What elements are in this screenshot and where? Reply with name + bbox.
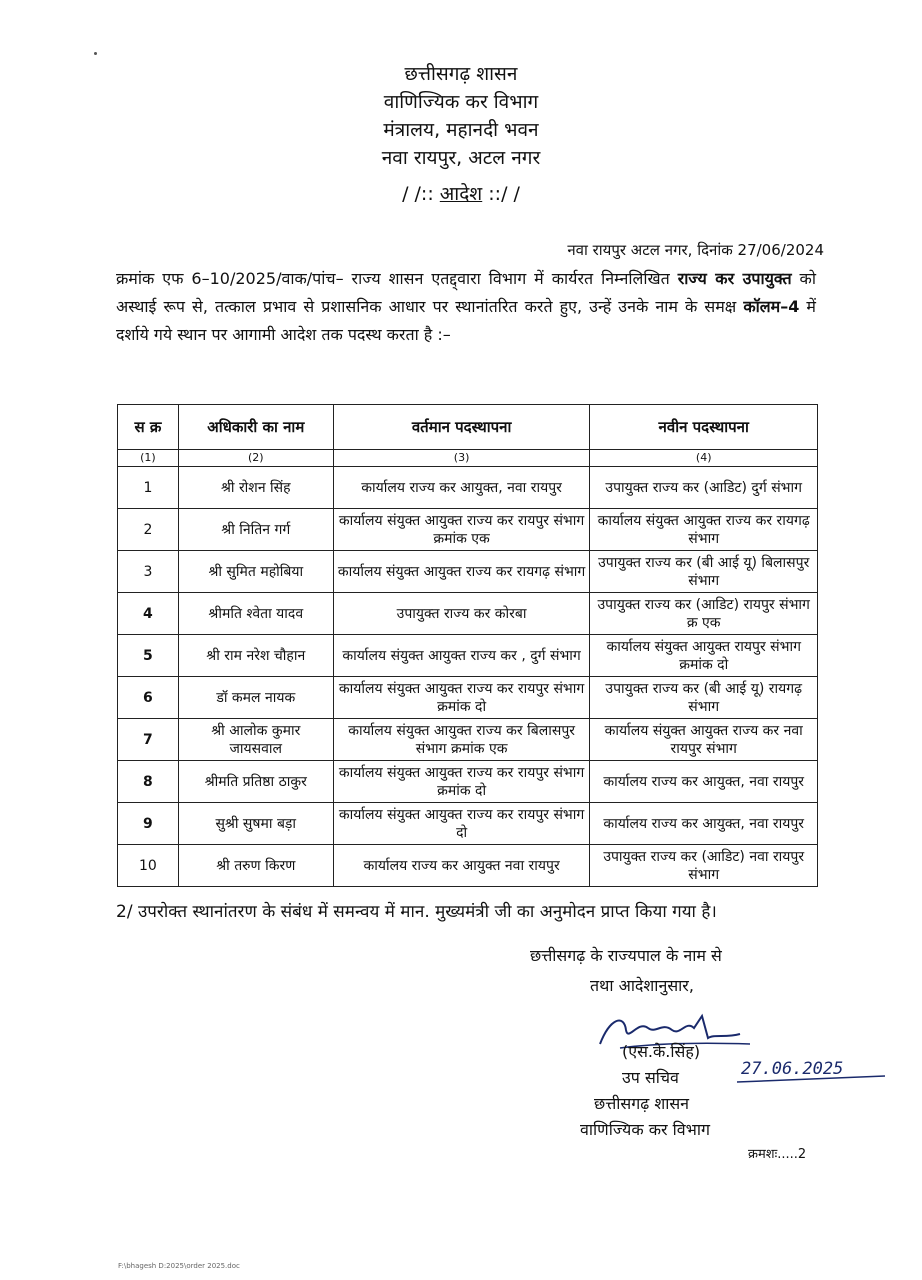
letterhead — [0, 60, 922, 172]
continued-marker: क्रमशः.....2 — [748, 1147, 807, 1162]
cell-new: उपायुक्त राज्य कर (बी आई यू) रायगढ़ संभाग — [590, 677, 818, 719]
cell-sno: 6 — [118, 677, 179, 719]
cell-sno: 9 — [118, 803, 179, 845]
city-name: नवा रायपुर, अटल नगर — [381, 147, 541, 169]
cell-new: कार्यालय संयुक्त आयुक्त राज्य कर रायगढ़ संभाग — [590, 509, 818, 551]
cell-name: डॉ कमल नायक — [178, 677, 333, 719]
header-new: नवीन पदस्थापना — [590, 405, 818, 450]
approval-paragraph: 2/ उपरोक्त स्थानांतरण के संबंध में समन्वय में मान. मुख्यमंत्री जी का अनुमोदन प्राप्त किया गया है। — [116, 902, 717, 922]
table-row — [118, 803, 818, 845]
cell-current: कार्यालय संयुक्त आयुक्त राज्य कर रायगढ़ संभाग — [333, 551, 590, 593]
cell-new: कार्यालय राज्य कर आयुक्त, नवा रायपुर — [590, 803, 818, 845]
cell-current: कार्यालय संयुक्त आयुक्त राज्य कर रायपुर संभाग क्रमांक दो — [333, 761, 590, 803]
table-row — [118, 635, 818, 677]
scan-speck — [94, 52, 97, 55]
cell-sno: 4 — [118, 593, 179, 635]
cell-name: सुश्री सुषमा बड़ा — [178, 803, 333, 845]
cell-name: श्रीमति प्रतिष्ठा ठाकुर — [178, 761, 333, 803]
order-title: / /:: आदेश ::/ / — [402, 183, 520, 205]
header-current: वर्तमान पदस्थापना — [333, 405, 590, 450]
transfer-table — [117, 404, 818, 887]
cell-new: उपायुक्त राज्य कर (आडिट) रायपुर संभाग क्र एक — [590, 593, 818, 635]
table-row — [118, 845, 818, 887]
header-sno: स क्र — [118, 405, 179, 450]
handwritten-date — [735, 1052, 895, 1088]
cell-name: श्रीमति श्वेता यादव — [178, 593, 333, 635]
cell-sno: 7 — [118, 719, 179, 761]
cell-current: उपायुक्त राज्य कर कोरबा — [333, 593, 590, 635]
building-name: मंत्रालय, महानदी भवन — [383, 119, 539, 141]
cell-current: कार्यालय संयुक्त आयुक्त राज्य कर रायपुर संभाग दो — [333, 803, 590, 845]
cell-name: श्री राम नरेश चौहान — [178, 635, 333, 677]
cell-new: कार्यालय राज्य कर आयुक्त, नवा रायपुर — [590, 761, 818, 803]
cell-name: श्री तरुण किरण — [178, 845, 333, 887]
cell-new: उपायुक्त राज्य कर (बी आई यू) बिलासपुर संभाग — [590, 551, 818, 593]
file-path-footer: F:\bhagesh D:2025\order 2025.doc — [118, 1262, 240, 1270]
order-title-word: आदेश — [439, 183, 483, 205]
government-name: छत्तीसगढ़ शासन — [404, 63, 518, 85]
header-name: अधिकारी का नाम — [178, 405, 333, 450]
cell-name: श्री आलोक कुमार जायसवाल — [178, 719, 333, 761]
cell-name: श्री नितिन गर्ग — [178, 509, 333, 551]
table-row — [118, 509, 818, 551]
cell-sno: 5 — [118, 635, 179, 677]
cell-name: श्री रोशन सिंह — [178, 467, 333, 509]
designation: उप सचिव — [622, 1068, 679, 1087]
governor-line: छत्तीसगढ़ के राज्यपाल के नाम से — [530, 946, 722, 965]
cell-current: कार्यालय राज्य कर आयुक्त, नवा रायपुर — [333, 467, 590, 509]
cell-sno: 10 — [118, 845, 179, 887]
order-line: तथा आदेशानुसार, — [590, 976, 694, 995]
column-number-row: (1) (2) (3) (4) — [118, 450, 818, 467]
signer-government: छत्तीसगढ़ शासन — [594, 1094, 690, 1113]
cell-sno: 3 — [118, 551, 179, 593]
intro-paragraph: क्रमांक एफ 6–10/2025/वाक/पांच– राज्य शासन एतद्द्वारा विभाग में कार्यरत निम्नलिखित राज्य कर उपायुक्त को अस्थाई रूप से, तत्काल प्रभाव से प्रशासनिक आधार पर स्थानांतरित करते हुए, उन्हें उनके नाम के समक्ष कॉलम–4 में दर्शाये गये स्थान पर आगामी आदेश तक पदस्थ करता है :– — [116, 269, 817, 344]
cell-current: कार्यालय राज्य कर आयुक्त नवा रायपुर — [333, 845, 590, 887]
cell-name: श्री सुमित महोबिया — [178, 551, 333, 593]
cell-new: उपायुक्त राज्य कर (आडिट) नवा रायपुर संभाग — [590, 845, 818, 887]
table-row — [118, 719, 818, 761]
cell-new: कार्यालय संयुक्त आयुक्त रायपुर संभाग क्रमांक दो — [590, 635, 818, 677]
department-name: वाणिज्यिक कर विभाग — [383, 91, 539, 113]
place-date-line: नवा रायपुर अटल नगर, दिनांक 27/06/2024 — [567, 241, 824, 259]
cell-current: कार्यालय संयुक्त आयुक्त राज्य कर रायपुर संभाग क्रमांक दो — [333, 677, 590, 719]
cell-sno: 2 — [118, 509, 179, 551]
cell-sno: 8 — [118, 761, 179, 803]
cell-new: कार्यालय संयुक्त आयुक्त राज्य कर नवा रायपुर संभाग — [590, 719, 818, 761]
cell-sno: 1 — [118, 467, 179, 509]
signer-name: (एस.के.सिंह) — [622, 1042, 701, 1061]
signer-department: वाणिज्यिक कर विभाग — [580, 1120, 711, 1139]
table-row — [118, 677, 818, 719]
table-row — [118, 467, 818, 509]
handwritten-date-text: 27.06.2025 — [741, 1059, 844, 1079]
table-row — [118, 551, 818, 593]
cell-new: उपायुक्त राज्य कर (आडिट) दुर्ग संभाग — [590, 467, 818, 509]
cell-current: कार्यालय संयुक्त आयुक्त राज्य कर , दुर्ग संभाग — [333, 635, 590, 677]
table-row — [118, 593, 818, 635]
table-row — [118, 761, 818, 803]
cell-current: कार्यालय संयुक्त आयुक्त राज्य कर बिलासपुर संभाग क्रमांक एक — [333, 719, 590, 761]
cell-current: कार्यालय संयुक्त आयुक्त राज्य कर रायपुर संभाग क्रमांक एक — [333, 509, 590, 551]
